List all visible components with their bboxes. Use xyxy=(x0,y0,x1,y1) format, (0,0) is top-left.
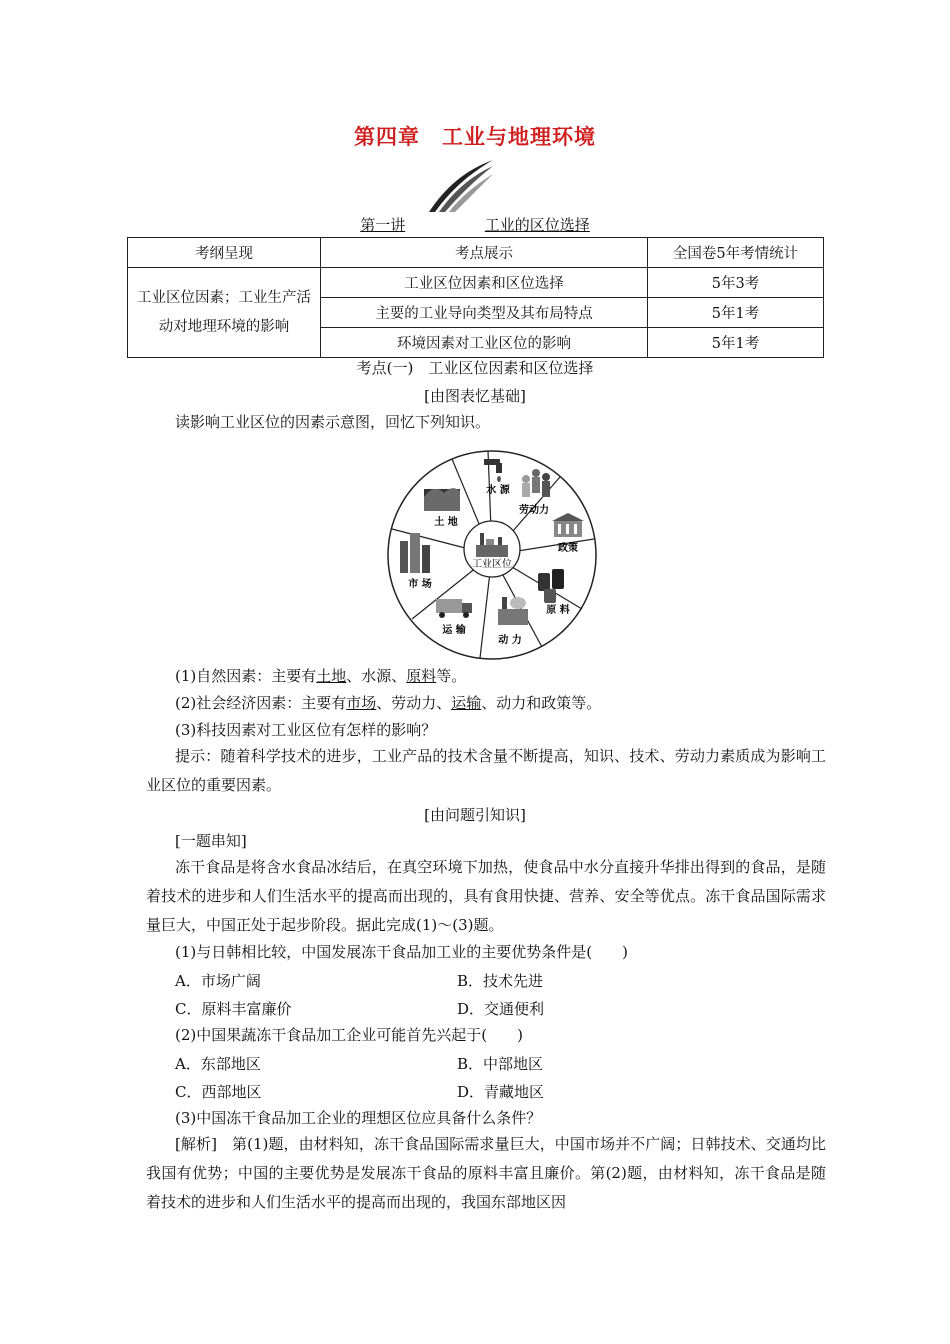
option: C．西部地区 xyxy=(175,1083,262,1101)
industrial-location-diagram xyxy=(386,449,598,661)
yiti-label: [一题串知] xyxy=(175,832,247,850)
sector-label-policy: 政策 xyxy=(558,543,578,554)
answer-blank: 土地 xyxy=(316,667,347,685)
section-heading-basics: [由图表忆基础] xyxy=(424,387,526,405)
table-header: 考纲呈现 xyxy=(128,238,321,268)
swoosh-decoration xyxy=(425,158,495,214)
section-heading-questions: [由问题引知识] xyxy=(424,806,526,824)
table-cell: 主要的工业导向类型及其布局特点 xyxy=(321,298,648,328)
land-field-icon xyxy=(424,488,460,511)
point-3: (3)科技因素对工业区位有怎样的影响？ xyxy=(175,721,437,739)
lecture-heading xyxy=(0,214,950,235)
hint-paragraph: 提示：随着科学技术的进步，工业产品的技术含量不断提高，知识、技术、劳动力素质成为影响工业区位的重要因素。 xyxy=(146,747,826,794)
point-1: (1)自然因素：主要有土地、水源、原料等。 xyxy=(175,667,467,685)
sector-label-land: 土 地 xyxy=(434,517,458,528)
material-paragraph: 冻干食品是将含水食品冰结后，在真空环境下加热，使食品中水分直接升华排出得到的食品，是随着技术的进步和人们生活水平的提高而出现的，具有食用快捷、营养、安全等优点。冻干食品国际需求量巨大，中国正处于起步阶段。据此完成(1)～(3)题。 xyxy=(146,858,826,934)
table-header: 全国卷5年考情统计 xyxy=(648,238,824,268)
question-2-stem: (2)中国果蔬冻干食品加工企业可能首先兴起于( ) xyxy=(175,1026,523,1044)
sector-label-materials: 原 料 xyxy=(546,605,570,616)
power-plant-icon xyxy=(498,597,528,625)
answer-blank: 原料 xyxy=(406,667,437,685)
kaodian-heading: 考点(一) 工业区位因素和区位选择 xyxy=(356,359,594,377)
intro-text: 读影响工业区位的因素示意图，回忆下列知识。 xyxy=(175,413,491,431)
table-cell: 5年1考 xyxy=(648,298,824,328)
analysis-paragraph: [解析] 第(1)题，由材料知，冻干食品国际需求量巨大，中国市场并不广阔；日韩技术、交通均比我国有优势；中国的主要优势是发展冻干食品的原料丰富且廉价。第(2)题，由材料知，冻干食品是随着技术的进步和人们生活水平的提高而出现的，我国东部地区因 xyxy=(146,1135,826,1211)
sector-label-labor: 劳动力 xyxy=(519,505,549,516)
answer-blank: 市场 xyxy=(346,694,377,712)
sector-label-market: 市 场 xyxy=(408,579,432,590)
sector-label-power: 动 力 xyxy=(498,635,522,646)
diagram-center-label: 工业区位 xyxy=(472,559,512,570)
table-cell: 工业区位因素和区位选择 xyxy=(321,268,648,298)
syllabus-cell: 工业区位因素；工业生产活动对地理环境的影响 xyxy=(128,268,321,358)
option: D．青藏地区 xyxy=(457,1083,545,1101)
option: B．技术先进 xyxy=(457,972,544,990)
option: D．交通便利 xyxy=(457,1000,545,1018)
chapter-title: 第四章 工业与地理环境 xyxy=(354,125,596,149)
option: C．原料丰富廉价 xyxy=(175,1000,292,1018)
table-cell: 环境因素对工业区位的影响 xyxy=(321,328,648,358)
table-cell: 5年3考 xyxy=(648,268,824,298)
lecture-number: 第一讲 xyxy=(360,216,406,234)
table-cell: 5年1考 xyxy=(648,328,824,358)
sector-label-transport: 运 输 xyxy=(442,625,466,636)
table-header: 考点展示 xyxy=(321,238,648,268)
answer-blank: 运输 xyxy=(451,694,482,712)
question-1-stem: (1)与日韩相比较，中国发展冻干食品加工业的主要优势条件是( ) xyxy=(175,943,628,961)
question-3-stem: (3)中国冻干食品加工企业的理想区位应具备什么条件？ xyxy=(175,1109,542,1127)
sector-label-water: 水 源 xyxy=(486,485,510,496)
exam-table xyxy=(127,237,824,358)
lecture-name: 工业的区位选择 xyxy=(484,216,590,234)
option: A．市场广阔 xyxy=(175,972,261,990)
option: A．东部地区 xyxy=(175,1055,261,1073)
point-2: (2)社会经济因素：主要有市场、劳动力、运输、动力和政策等。 xyxy=(175,694,602,712)
option: B．中部地区 xyxy=(457,1055,544,1073)
